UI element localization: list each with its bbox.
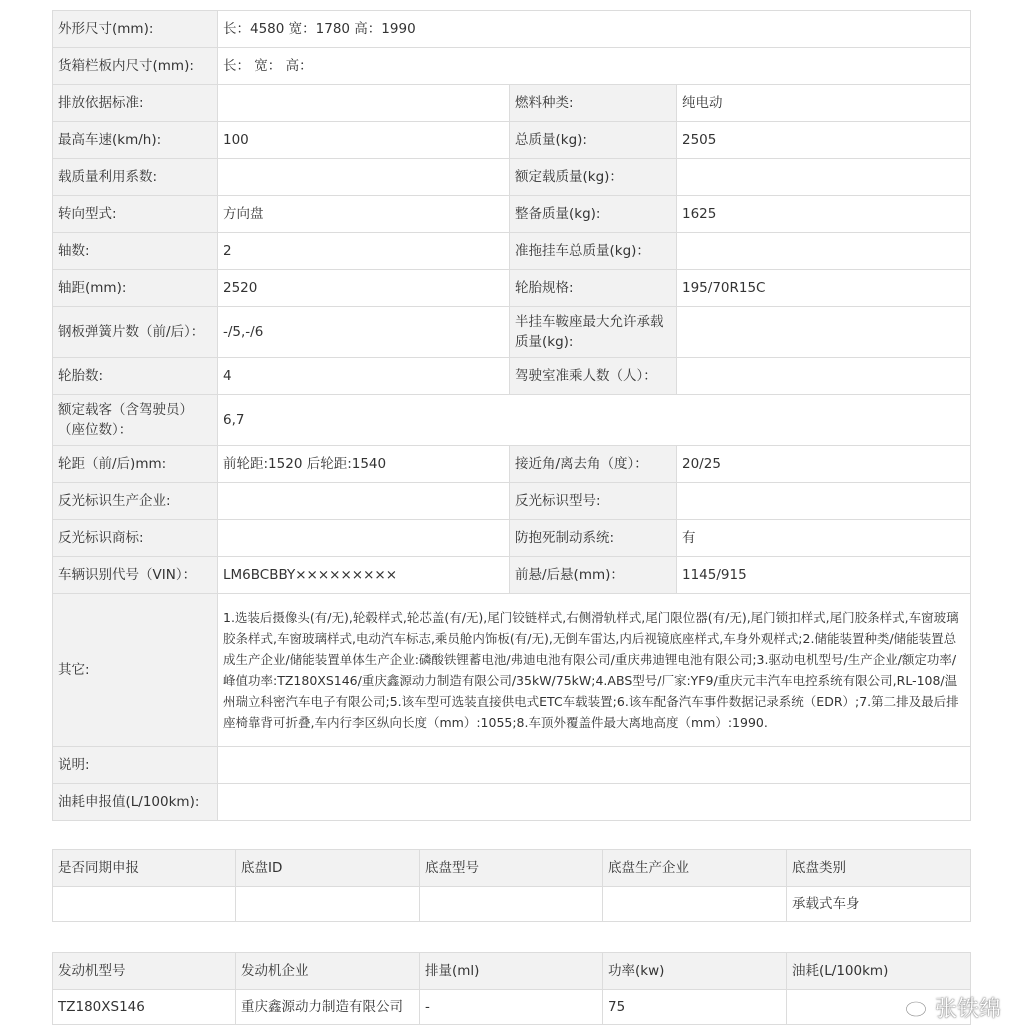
column-header: 是否同期申报 (53, 850, 236, 887)
table-cell: 重庆鑫源动力制造有限公司 (236, 990, 420, 1025)
watermark (905, 992, 1024, 1022)
rated-load-label: 额定载质量(kg)： (510, 159, 677, 196)
spec-row (53, 159, 971, 196)
cargo-value: 长： 宽： 高： (218, 48, 971, 85)
note-value (218, 747, 971, 784)
abs-value: 有 (677, 520, 971, 557)
spring-label: 钢板弹簧片数（前/后）： (53, 307, 218, 358)
tire-spec-label: 轮胎规格: (510, 270, 677, 307)
spec-row (53, 557, 971, 594)
reflector-brand-value (218, 520, 510, 557)
semi-load-value (677, 307, 971, 358)
spec-row-note (53, 747, 971, 784)
steering-label: 转向型式: (53, 196, 218, 233)
table-cell (236, 887, 420, 922)
table-cell (420, 887, 603, 922)
vehicle-spec-table (52, 10, 971, 821)
axles-label: 轴数: (53, 233, 218, 270)
cab-seats-label: 驾驶室准乘人数（人）： (510, 358, 677, 395)
trailer-mass-label: 准拖挂车总质量(kg)： (510, 233, 677, 270)
column-header: 底盘类别 (787, 850, 971, 887)
fuel-type-value: 纯电动 (677, 85, 971, 122)
table-cell: 75 (603, 990, 787, 1025)
emission-label: 排放依据标准: (53, 85, 218, 122)
load-coef-label: 载质量利用系数: (53, 159, 218, 196)
spec-row (53, 233, 971, 270)
angle-label: 接近角/离去角（度）： (510, 446, 677, 483)
spec-row (53, 520, 971, 557)
spec-row (53, 85, 971, 122)
spec-row-other (53, 594, 971, 747)
steering-value: 方向盘 (218, 196, 510, 233)
vin-value: LM6BCBBY××××××××× (218, 557, 510, 594)
total-mass-value: 2505 (677, 122, 971, 159)
cargo-label: 货箱栏板内尺寸(mm): (53, 48, 218, 85)
column-header: 发动机企业 (236, 953, 420, 990)
rated-load-value (677, 159, 971, 196)
spec-row (53, 122, 971, 159)
table-row (53, 887, 971, 922)
spec-row (53, 446, 971, 483)
spring-value: -/5,-/6 (218, 307, 510, 358)
column-header: 油耗(L/100km) (787, 953, 971, 990)
spec-row (53, 270, 971, 307)
fuel-consumption-label: 油耗申报值(L/100km): (53, 784, 218, 821)
dims-label: 外形尺寸(mm): (53, 11, 218, 48)
table-header-row (53, 850, 971, 887)
angle-value: 20/25 (677, 446, 971, 483)
column-header: 底盘生产企业 (603, 850, 787, 887)
note-label: 说明: (53, 747, 218, 784)
semi-load-label: 半挂车鞍座最大允许承载质量(kg): (510, 307, 677, 358)
spec-row (53, 196, 971, 233)
trailer-mass-value (677, 233, 971, 270)
vin-label: 车辆识别代号（VIN）： (53, 557, 218, 594)
reflector-model-value (677, 483, 971, 520)
dims-value: 长：4580 宽：1780 高：1990 (218, 11, 971, 48)
track-label: 轮距（前/后)mm: (53, 446, 218, 483)
max-speed-value: 100 (218, 122, 510, 159)
other-value: 1.选装后摄像头(有/无),轮毂样式,轮芯盖(有/无),尾门铰链样式,右侧滑轨样式,尾门限位器(有/无),尾门锁扣样式,尾门胶条样式,车窗玻璃胶条样式,车窗玻璃样式,电动汽车标志,乘员舱内饰板(有/无),无倒车雷达,内后视镜底座样式,车身外观样式;2.储能装置种类/储能装置总成生产企业/储能装置单体生产企业:磷酸铁锂蓄电池/弗迪电池有限公司/重庆弗迪锂电池有限公司;3.驱动电机型号/生产企业/额定功率/峰值功率:TZ180XS146/重庆鑫源动力制造有限公司/35kW/75kW;4.ABS型号/厂家:YF9/重庆元丰汽车电控系统有限公司,RL-108/温州瑞立科密汽车电子有限公司;5.该车型可选装直接供电式ETC车载装置;6.该车配备汽车事件数据记录系统（EDR）;7.第二排及最后排座椅靠背可折叠,车内行李区纵向长度（mm）:1055;8.车顶外覆盖件最大离地高度（mm）:1990. (218, 594, 971, 747)
spec-row (53, 483, 971, 520)
spec-row-dimensions (53, 11, 971, 48)
spec-row-seats (53, 395, 971, 446)
fuel-consumption-value (218, 784, 971, 821)
column-header: 底盘ID (236, 850, 420, 887)
spec-row-fuel-consumption (53, 784, 971, 821)
tire-spec-value: 195/70R15C (677, 270, 971, 307)
emission-value (218, 85, 510, 122)
overhang-value: 1145/915 (677, 557, 971, 594)
abs-label: 防抱死制动系统: (510, 520, 677, 557)
reflector-brand-label: 反光标识商标: (53, 520, 218, 557)
reflector-maker-label: 反光标识生产企业: (53, 483, 218, 520)
rated-seats-label: 额定载客（含驾驶员）（座位数）： (53, 395, 218, 446)
tire-count-value: 4 (218, 358, 510, 395)
wheelbase-label: 轴距(mm): (53, 270, 218, 307)
total-mass-label: 总质量(kg): (510, 122, 677, 159)
watermark-text: 张铁绵 (935, 996, 1002, 1022)
weibo-icon (905, 996, 931, 1018)
load-coef-value (218, 159, 510, 196)
axles-value: 2 (218, 233, 510, 270)
table-header-row (53, 953, 971, 990)
spec-row (53, 307, 971, 358)
fuel-type-label: 燃料种类: (510, 85, 677, 122)
spec-row (53, 358, 971, 395)
max-speed-label: 最高车速(km/h): (53, 122, 218, 159)
reflector-maker-value (218, 483, 510, 520)
column-header: 底盘型号 (420, 850, 603, 887)
engine-table (52, 952, 971, 1025)
other-label: 其它: (53, 594, 218, 747)
cab-seats-value (677, 358, 971, 395)
table-cell: TZ180XS146 (53, 990, 236, 1025)
rated-seats-value: 6,7 (218, 395, 971, 446)
column-header: 发动机型号 (53, 953, 236, 990)
column-header: 功率(kw) (603, 953, 787, 990)
chassis-table (52, 849, 971, 922)
column-header: 排量(ml) (420, 953, 603, 990)
table-cell (53, 887, 236, 922)
table-cell (603, 887, 787, 922)
table-cell: 承载式车身 (787, 887, 971, 922)
curb-mass-value: 1625 (677, 196, 971, 233)
spec-row-cargo (53, 48, 971, 85)
curb-mass-label: 整备质量(kg): (510, 196, 677, 233)
track-value: 前轮距:1520 后轮距:1540 (218, 446, 510, 483)
overhang-label: 前悬/后悬(mm)： (510, 557, 677, 594)
wheelbase-value: 2520 (218, 270, 510, 307)
table-cell: - (420, 990, 603, 1025)
table-row (53, 990, 971, 1025)
tire-count-label: 轮胎数: (53, 358, 218, 395)
reflector-model-label: 反光标识型号: (510, 483, 677, 520)
